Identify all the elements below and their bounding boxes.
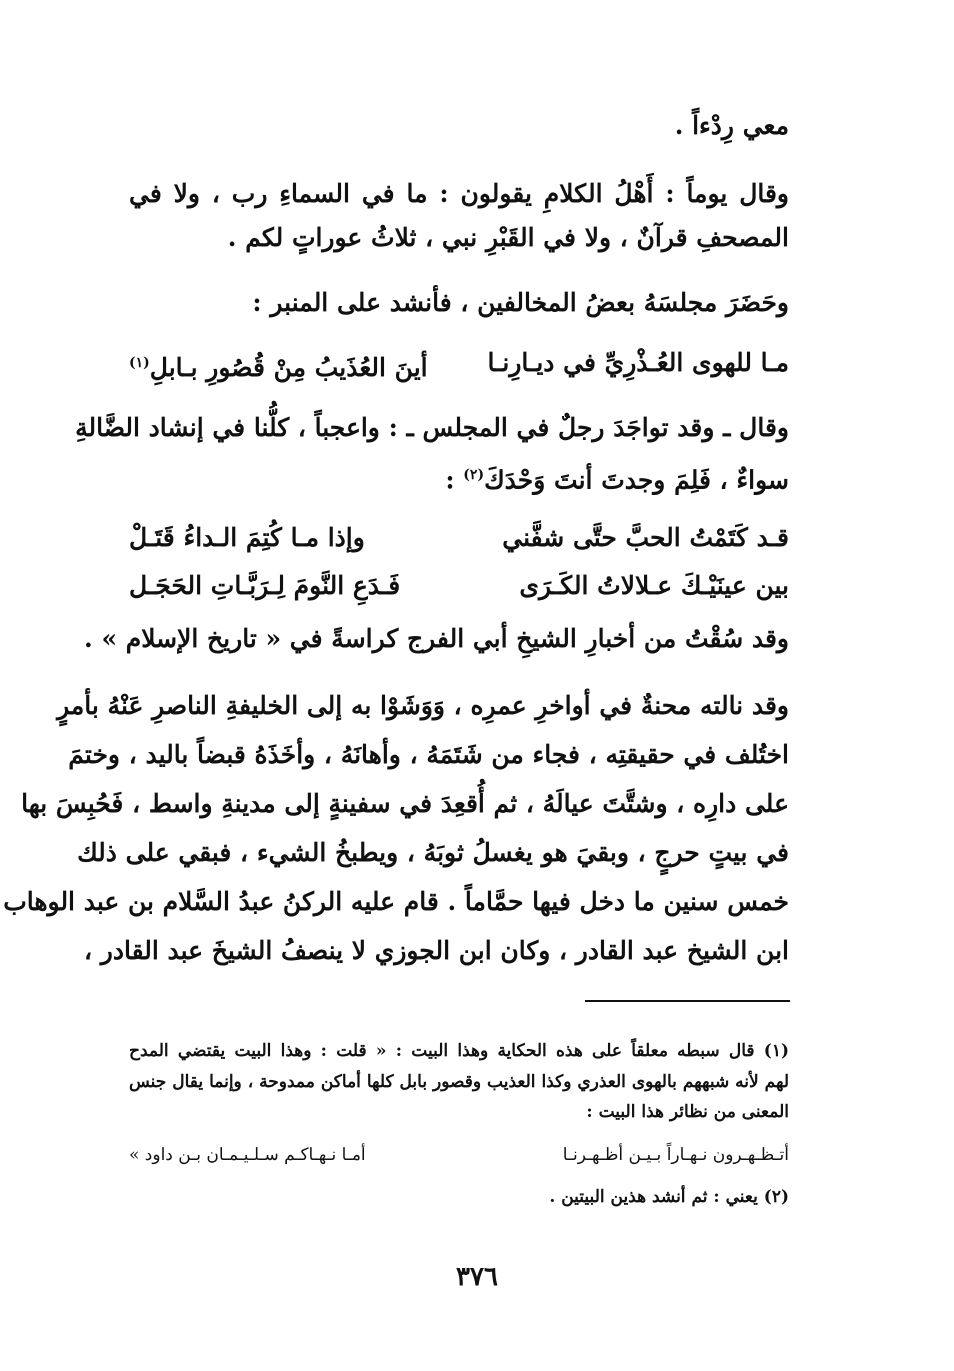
verse-2-line-2 [129,566,789,606]
para-line-6: ابن الشيخ عبد القادر ، وكان ابن الجوزي لا ينصفُ الشيخَ عبد القادر ، [83,936,789,965]
body-line-6 [169,455,789,500]
footnote-verse [129,1140,789,1170]
para-line-4: في بيتٍ حرجٍ ، وبقيَ هو يغسلُ ثوبَهُ ، ويطبخُ الشيء ، فبقي على ذلك [77,838,789,867]
para-line-5: خمس سنين ما دخل فيها حمَّاماً . قام عليه الركنُ عبدُ السَّلام بن عبد الوهاب [3,887,789,916]
verse-1-left: أينَ العُذَيبُ مِنْ قُصُورِ بـابلِ$^{(١)}$ [129,353,428,383]
footnote-1-line-3: المعنى من نظائر هذا البيت : [586,1102,789,1122]
body-line-5: وقال ـ وقد تواجَدَ رجلٌ في المجلس ـ : واعجباً ، كلُّنا في إنشاد الضَّالةِ [75,413,789,442]
body-line-6-colon: : [445,465,464,495]
verse-2-line-1-left: وإذا مـا كُتِمَ الـداءُ قَتَـلْ [129,523,365,552]
body-line-3: المصحفِ قرآنٌ ، ولا في القَبْرِ نبي ، ثلاثُ عوراتٍ لكم . [227,223,789,252]
body-line-2: وقال يوماً : أَهْلُ الكلامِ يقولون : ما في السماءِ رب ، ولا في [129,179,789,208]
footnote-1-line-2: لهم لأنه شبههم بالهوى العذري وكذا العذيب وقصور بابل كلها أماكن ممدوحة ، وإنما يقال جنس [129,1072,789,1092]
para-line-1: وقد نالته محنةٌ في أواخرِ عمرِه ، وَوَشَوْا به إلى الخليفةِ الناصرِ عَنْهُ بأمرٍ [57,691,789,720]
footnote-verse-right: أمـا نـهـاكـم سـلـيـمـان بـن داود » [129,1145,366,1165]
footnote-2: (٢) يعني : ثم أنشد هذين البيتين . [549,1187,789,1207]
body-line-6-text: سواءٌ ، فَلِمَ وجدتَ أنتَ وَحْدَكَ [484,465,789,495]
body-line-4: وحَضَرَ مجلسَهُ بعضُ المخالفين ، فأنشد على المنبر : [252,288,789,317]
page-number: ٣٧٦ [456,1262,498,1292]
footnote-ref-1: (١) [129,355,150,371]
verse-2-line-1-right: قـد كَتَمْتُ الحبَّ حتَّى شفَّني [502,523,789,552]
para-line-3: على دارِه ، وشتَّتَ عيالَهُ ، ثم أُقعِدَ في سفينةٍ إلى مدينةِ واسط ، فَحُبِسَ بها [21,789,789,818]
verse-1-right: مـا للهوى العُـذْرِيِّ في ديـارِنـا [487,348,789,377]
footnote-separator [585,1000,790,1002]
para-line-2: اختُلف في حقيقتِه ، فجاء من شَتَمَهُ ، وأهانَهُ ، وأخَذَهُ قبضاً باليد ، وختمَ [68,740,789,769]
verse-2-line-2-right: بين عينَيْـكَ عـلالاتُ الكَـرَى [519,571,789,600]
verse-2-line-2-left: فَـدَعِ النَّومَ لِـرَبَّـاتِ الحَجَـل [129,571,401,600]
verse-1 [129,343,789,388]
body-line-1: معي رِدْءاً . [674,111,789,140]
footnote-1-line-1: (١) قال سبطه معلقاً على هذه الحكاية وهذا البيت : « قلت : وهذا البيت يقتضي المدح [129,1041,789,1061]
footnote-verse-left: أتـظـهـرون نـهـاراً بـيـن أظـهـرنـا [562,1145,789,1165]
history-line: وقد سُقْتُ من أخبارِ الشيخِ أبي الفرج كراسةً في « تاريخ الإسلام » . [84,624,789,653]
footnote-ref-2: (٢) [463,467,485,483]
verse-2-line-1 [129,518,789,558]
